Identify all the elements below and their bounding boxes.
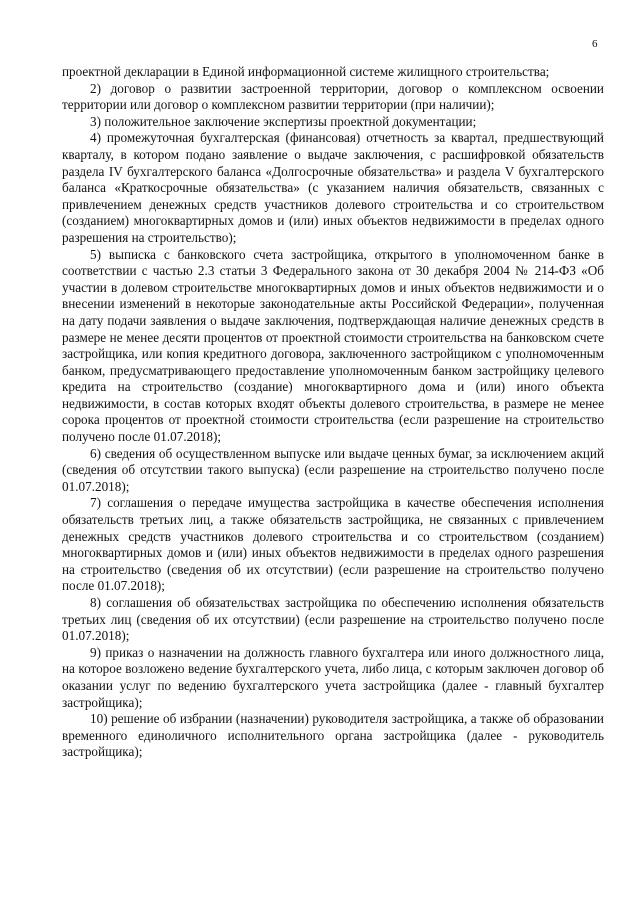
list-item: 8) соглашения об обязательствах застройщика по обеспечению исполнения обязательств третьих лиц (сведения об их отсутствии) (если разрешение на строительство получено после 01.07.2018); — [62, 595, 604, 644]
list-item: 9) приказ о назначении на должность главного бухгалтера или иного должностного лица, на которое возложено ведение бухгалтерского учета, либо лица, с которым заключен договор об оказании услуг по ведению бухгалтерского учета застройщика (далее - главный бухгалтер застройщика); — [62, 644, 604, 710]
continuation-text: проектной декларации в Единой информационной системе жилищного строительства; — [62, 64, 550, 79]
list-item: 2) договор о развитии застроенной территории, договор о комплексном освоении территории или договор о комплексном развитии территории (при наличии); — [62, 80, 604, 113]
list-item: 7) соглашения о передаче имущества застройщика в качестве обеспечения исполнения обязательств третьих лиц, а также обязательств застройщика, не связанных с привлечением денежных средств участников долевого строительства и со строительством (созданием) многоквартирных домов и (или) иных объектов недвижимости в пределах одного разрешения на строительство (сведения об их отсутствии) (если разрешение на строительство получено после 01.07.2018); — [62, 495, 604, 594]
list-item: 5) выписка с банковского счета застройщика, открытого в уполномоченном банке в соответствии с частью 2.3 статьи 3 Федерального закона от 30 декабря 2004 № 214-ФЗ «Об участии в долевом строительстве многоквартирных домов и иных объектов недвижимости и о внесении изменений в некоторые законодательные акты Российской Федерации», полученная на дату подачи заявления о выдаче заключения, подтверждающая наличие денежных средств в размере не менее десяти процентов от проектной стоимости строительства на банковском счете застройщика, или копия кредитного договора, заключенного застройщиком с уполномоченным банком, предусматривающего предоставление уполномоченным банком застройщику целевого кредита на строительство (создание) многоквартирного дома и (или) иного объекта недвижимости, в состав которых входят объекты долевого строительства, в размере не менее сорока процентов от проектной стоимости строительства (если разрешение на строительство получено после 01.07.2018); — [62, 246, 604, 445]
list-item: 4) промежуточная бухгалтерская (финансовая) отчетность за квартал, предшествующий кварталу, в котором подано заявление о выдаче заключения, с расшифровкой обязательств раздела IV бухгалтерского баланса «Долгосрочные обязательства» и раздела V бухгалтерского баланса «Краткосрочные обязательства» (с указанием наличия обязательств, связанных с привлечением денежных средств участников долевого строительства и со строительством (созданием) многоквартирных домов и (или) иных объектов недвижимости в пределах одного разрешения на строительство); — [62, 130, 604, 245]
list-item: 6) сведения об осуществленном выпуске или выдаче ценных бумаг, за исключением акций (сведения об отсутствии такого выпуска) (если разрешение на строительство получено после 01.07.2018); — [62, 445, 604, 494]
document-body — [62, 64, 604, 761]
list-item: 3) положительное заключение экспертизы проектной документации; — [90, 113, 477, 129]
page-number: 6 — [592, 38, 598, 50]
list-item: 10) решение об избрании (назначении) руководителя застройщика, а также об образовании временного единоличного исполнительного органа застройщика (далее - руководитель застройщика); — [62, 711, 604, 760]
